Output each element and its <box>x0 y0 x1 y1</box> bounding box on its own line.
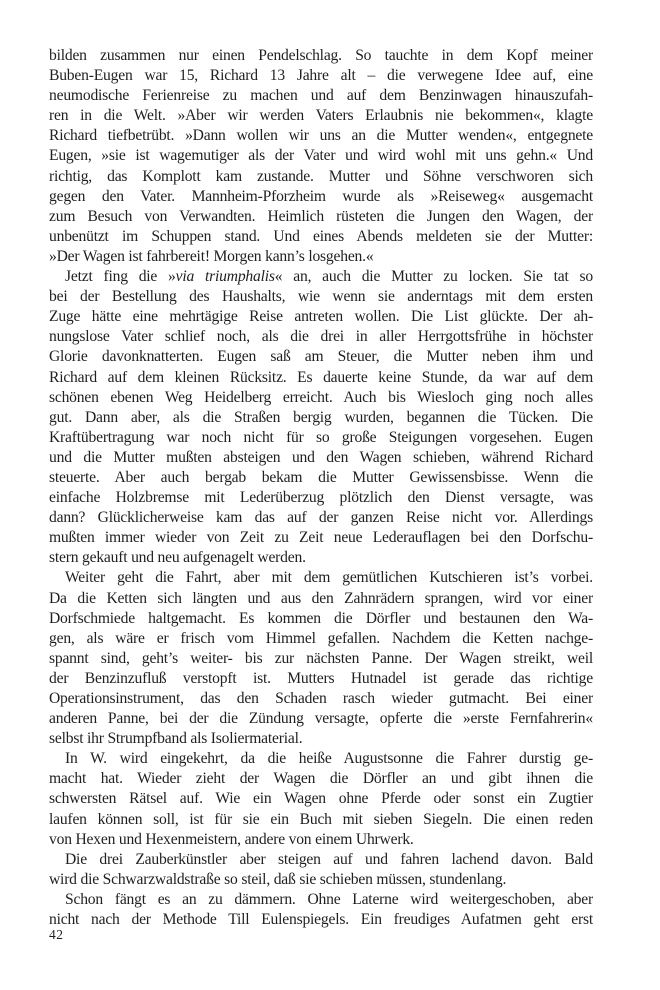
text-line: Da die Ketten sich längten und aus den Zahnrädern sprangen, wird vor einer <box>49 589 593 607</box>
italic-phrase: via triumphalis <box>175 268 275 286</box>
text-line: dann? Glücklicherweise kam das auf der ganzen Reise nicht vor. Allerdings <box>49 509 593 527</box>
text-line: Kraftübertragung war noch nicht für so große Steigungen vorgesehen. Eugen <box>49 428 593 446</box>
text-line: anderen Panne, bei der die Zündung versagte, opferte die »erste Fernfahrerin« <box>49 710 593 728</box>
text-line: spannt sind, geht’s weiter- bis zur nächsten Panne. Der Wagen streikt, weil <box>49 649 593 667</box>
text-line: »Der Wagen ist fahrbereit! Morgen kann’s losgehen.« <box>49 247 374 265</box>
text-segment: Jetzt fing die » <box>65 268 176 286</box>
text-line: mußten immer wieder von Zeit zu Zeit neue Lederauflagen bei den Dorfschu- <box>49 529 593 547</box>
text-line: zum Besuch von Verwandten. Heimlich rüsteten die Jungen den Wagen, der <box>49 207 593 225</box>
text-line: ren in die Welt. »Aber wir werden Vaters Erlaubnis nie bekommen«, klagte <box>49 107 593 125</box>
text-line: Glorie davonknatterten. Eugen saß am Steuer, die Mutter neben ihm und <box>49 348 593 366</box>
text-line: gen, als wäre er frisch vom Himmel gefallen. Nachdem die Ketten nachge- <box>49 629 593 647</box>
text-line: richtig, das Komplott kam zustande. Mutter und Söhne verschworen sich <box>49 167 593 185</box>
text-line: Operationsinstrument, das den Schaden rasch wieder gutmacht. Bei einer <box>49 690 593 707</box>
text-line: bei der Bestellung des Haushalts, wie wenn sie anderntags mit dem ersten <box>49 288 593 306</box>
paragraph <box>49 267 593 568</box>
text-line: macht hat. Wieder zieht der Wagen die Dörfler an und gibt ihnen die <box>49 770 593 788</box>
text-line: steuerte. Aber auch bergab bekam die Mutter Gewissensbisse. Wenn die <box>49 468 593 486</box>
text-line: schönen ebenen Weg Heidelberg erreicht. Auch bis Wiesloch ging noch alles <box>49 388 593 406</box>
paragraph <box>49 749 593 849</box>
paragraph <box>49 850 593 890</box>
paragraph <box>49 46 593 267</box>
text-line: Weiter geht die Fahrt, aber mit dem gemütlichen Kutschieren ist’s vorbei. <box>65 569 593 587</box>
text-line: Buben-Eugen war 15, Richard 13 Jahre alt – die verwegene Idee auf, eine <box>49 67 593 85</box>
text-line: Zuge hätte eine mehrtägige Reise antreten wollen. Die List glückte. Der ah- <box>49 308 593 326</box>
text-line: neumodische Ferienreise zu machen und auf dem Benzinwagen hinauszufah- <box>49 87 593 105</box>
text-line: bilden zusammen nur einen Pendelschlag. So tauchte in dem Kopf meiner <box>49 47 593 64</box>
text-line: selbst ihr Strumpfband als Isoliermaterial. <box>49 730 303 748</box>
text-line: nicht nach der Methode Till Eulenspiegels. Ein freudiges Aufatmen geht erst <box>49 911 593 929</box>
page-number: 42 <box>49 927 64 942</box>
text-line: wird die Schwarzwaldstraße so steil, daß sie schieben müssen, stundenlang. <box>49 870 507 888</box>
text-line: Richard auf dem kleinen Rücksitz. Es dauerte keine Stunde, da war auf dem <box>49 368 593 386</box>
text-line: nungslose Vater schlief noch, als die drei in aller Herrgottsfrühe in höchster <box>49 328 593 346</box>
text-line <box>49 267 593 287</box>
text-line: der Benzinzufluß verstopft ist. Mutters Hutnadel ist gerade das richtige <box>49 669 593 687</box>
text-line: Dorfschmiede haltgemacht. Es kommen die Dörfler und bestaunen den Wa- <box>49 609 593 627</box>
text-line: laufen können soll, ist für sie ein Buch mit sieben Siegeln. Die einen reden <box>49 810 593 828</box>
text-line: stern gekauft und neu aufgenagelt werden. <box>49 549 306 567</box>
text-block <box>49 46 593 930</box>
text-line: Richard tiefbetrübt. »Dann wollen wir uns an die Mutter wenden«, entgegnete <box>49 127 593 145</box>
text-segment: « an, auch die Mutter zu locken. Sie tat so <box>274 268 593 286</box>
text-line: Eugen, »sie ist wagemutiger als der Vater und wird wohl mit uns gehn.« Und <box>49 147 593 165</box>
text-line: Schon fängt es an zu dämmern. Ohne Laterne wird weitergeschoben, aber <box>65 890 593 908</box>
text-line: einfache Holzbremse mit Lederüberzug plötzlich den Dienst versagte, was <box>49 489 593 507</box>
text-line: schwersten Rätsel auf. Wie ein Wagen ohne Pferde oder sonst ein Zugtier <box>49 790 593 808</box>
text-line: und die Mutter mußten absteigen und den Wagen schieben, während Richard <box>49 448 593 466</box>
text-line: gegen den Vater. Mannheim-Pforzheim wurde als »Reiseweg« ausgemacht <box>49 187 593 205</box>
paragraph <box>49 890 593 930</box>
paragraph <box>49 568 593 749</box>
text-line: unbenützt im Schuppen stand. Und eines Abends meldeten sie der Mutter: <box>49 227 593 245</box>
text-line: In W. wird eingekehrt, da die heiße Augustsonne die Fahrer durstig ge- <box>65 750 593 768</box>
text-line: Die drei Zauberkünstler aber steigen auf und fahren lachend davon. Bald <box>65 850 593 868</box>
text-line: von Hexen und Hexenmeistern, andere von einem Uhrwerk. <box>49 830 414 848</box>
text-line: gut. Dann aber, als die Straßen bergig wurden, begannen die Tücken. Die <box>49 408 593 426</box>
